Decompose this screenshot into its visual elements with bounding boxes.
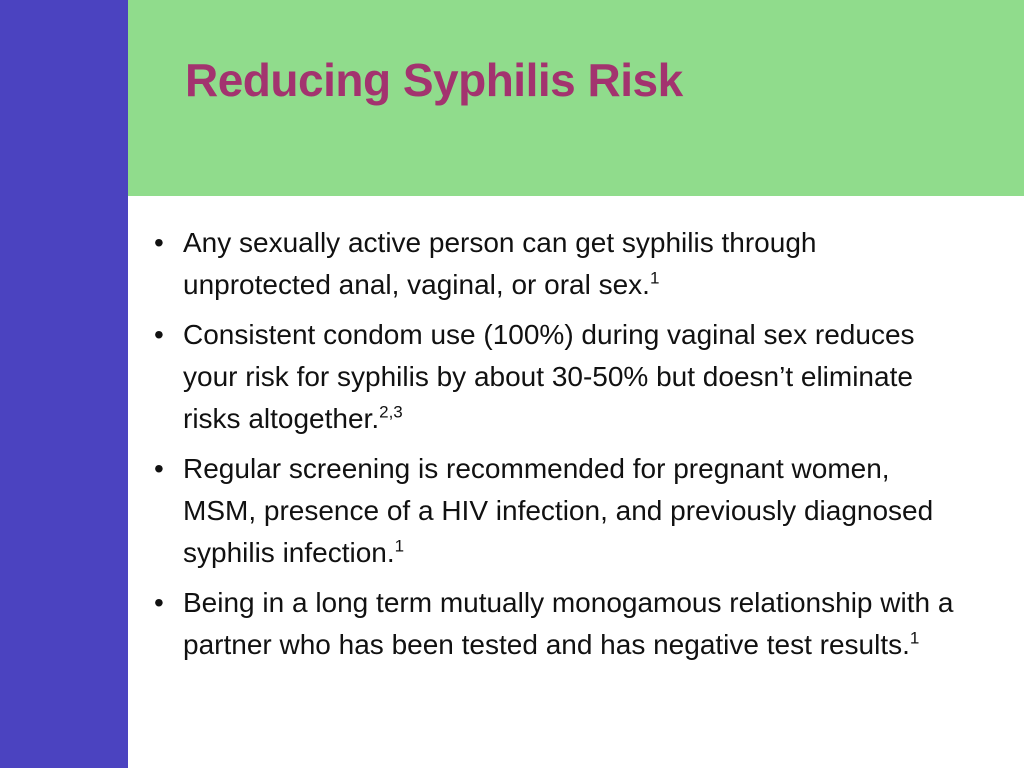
citation-ref: 1	[649, 268, 660, 288]
bullet-item	[150, 448, 970, 574]
bullet-dot-icon: •	[154, 453, 164, 484]
bullet-dot-icon: •	[154, 587, 164, 618]
bullet-dot-icon: •	[154, 319, 164, 350]
bullet-text: Being in a long term mutually monogamous relationship with a partner who has been tested and has negative test results.	[183, 587, 954, 660]
citation-ref: 2,3	[379, 402, 403, 422]
left-accent-bar	[0, 0, 128, 768]
bullet-dot-icon: •	[154, 227, 164, 258]
citation-ref: 1	[394, 536, 405, 556]
bullet-item	[150, 582, 970, 666]
bullet-item	[150, 314, 970, 440]
bullet-item	[150, 222, 970, 306]
slide-title: Reducing Syphilis Risk	[185, 54, 683, 106]
bullet-text: Regular screening is recommended for pregnant women, MSM, presence of a HIV infection, and previously diagnosed syphilis infection.	[183, 453, 934, 568]
bullet-text: Any sexually active person can get syphilis through unprotected anal, vaginal, or oral sex.	[183, 227, 817, 300]
bullet-list	[150, 222, 970, 674]
citation-ref: 1	[909, 628, 920, 648]
bullet-text: Consistent condom use (100%) during vaginal sex reduces your risk for syphilis by about 30-50% but doesn’t eliminate risks altogether.	[183, 319, 915, 434]
